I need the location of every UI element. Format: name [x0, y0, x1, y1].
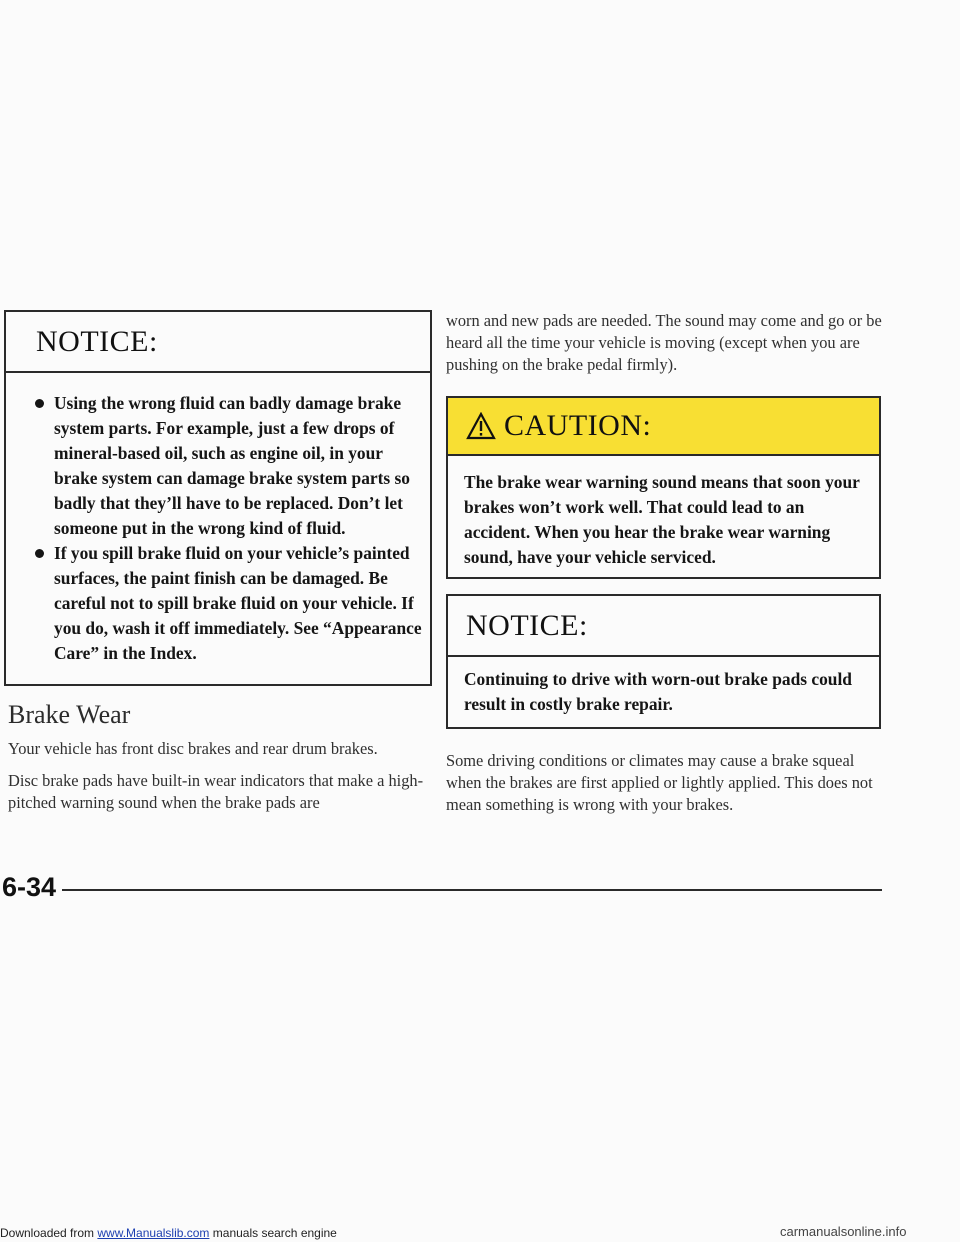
- section-heading-brake-wear: Brake Wear: [8, 700, 131, 729]
- notice-text: Continuing to drive with worn-out brake pads could result in costly brake repair.: [464, 669, 852, 714]
- footer-rule: [62, 889, 882, 891]
- notice-title: NOTICE:: [36, 324, 158, 358]
- bullet-icon: [35, 399, 44, 408]
- paragraph-brake-types: Your vehicle has front disc brakes and rear drum brakes.: [8, 739, 378, 758]
- notice-header: [448, 596, 879, 657]
- notice-bullet-item: [54, 541, 422, 666]
- manualslib-link[interactable]: www.Manualslib.com: [97, 1226, 210, 1240]
- caution-title: CAUTION:: [504, 409, 652, 442]
- watermark-text: carmanualsonline.info: [780, 1224, 907, 1239]
- caution-box: [446, 396, 881, 579]
- bullet-icon: [35, 549, 44, 558]
- caution-text: The brake wear warning sound means that soon your brakes won’t work well. That could lead to an accident. When you hear the brake wear warning sound, have your vehicle serviced.: [464, 472, 860, 567]
- notice-title: NOTICE:: [466, 608, 588, 642]
- paragraph-wear-indicators: Disc brake pads have built-in wear indicators that make a high-pitched warning sound when the brake pads are: [8, 771, 424, 812]
- notice-box-brake-pads: [446, 594, 881, 729]
- footer-prefix: Downloaded from: [0, 1226, 98, 1240]
- notice-bullet-list: [6, 373, 430, 666]
- notice-box-fluid: [4, 310, 432, 686]
- download-footer: [0, 1226, 337, 1240]
- notice-bullet-text: If you spill brake fluid on your vehicle’s painted surfaces, the paint finish can be damaged. Be careful not to spill brake fluid on your vehicle. If you do, wash it off immediately. See “Appearance Care” in the Index.: [54, 543, 422, 663]
- paragraph-continued: worn and new pads are needed. The sound may come and go or be heard all the time your vehicle is moving (except when you are pushing on the brake pedal firmly).: [446, 311, 882, 374]
- page-number: 6-34: [2, 872, 57, 902]
- warning-triangle-icon: [466, 412, 496, 440]
- caution-header: [448, 398, 879, 456]
- paragraph-brake-squeal: Some driving conditions or climates may cause a brake squeal when the brakes are first applied or lightly applied. This does not mean something is wrong with your brakes.: [446, 751, 873, 814]
- notice-header: [6, 312, 430, 373]
- notice-bullet-text: Using the wrong fluid can badly damage brake system parts. For example, just a few drops of mineral-based oil, such as engine oil, in your brake system can damage brake system parts so badly that they’ll have to be replaced. Don’t let someone put in the wrong kind of fluid.: [54, 393, 410, 538]
- notice-bullet-item: [54, 391, 422, 541]
- footer-suffix: manuals search engine: [209, 1226, 337, 1240]
